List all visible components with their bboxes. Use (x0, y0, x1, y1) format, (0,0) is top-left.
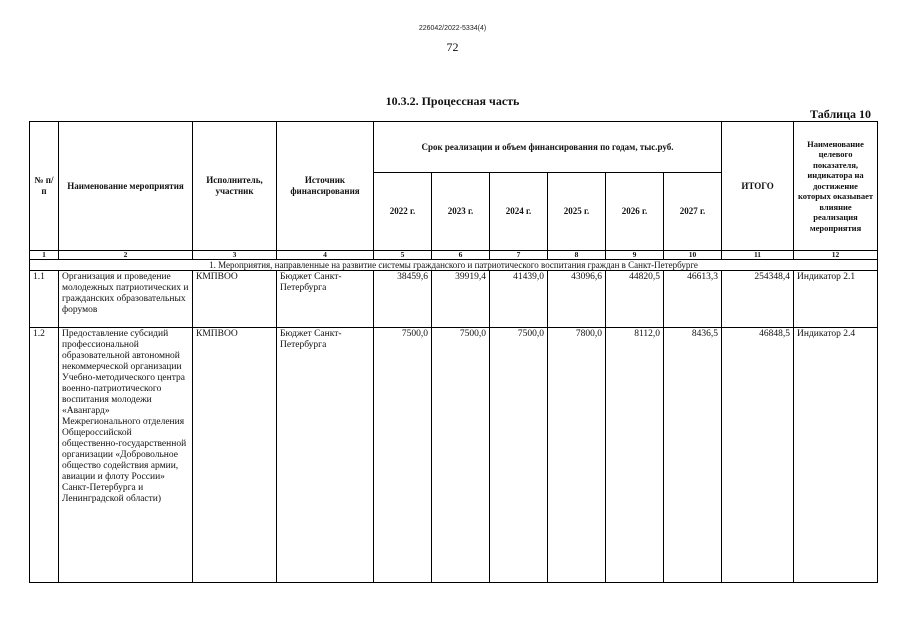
column-number: 2 (59, 251, 193, 260)
row-value: 39919,4 (432, 271, 490, 328)
row-source: Бюджет Санкт-Петербурга (277, 271, 374, 328)
section-title: 10.3.2. Процессная часть (385, 94, 520, 108)
row-total: 46848,5 (722, 328, 794, 583)
header-total: ИТОГО (722, 122, 794, 251)
table-row (30, 271, 878, 328)
section-row-text: 1. Мероприятия, направленные на развитие системы гражданского и патриотического воспитания граждан в Санкт-Петербурге (30, 260, 878, 271)
column-number: 4 (277, 251, 374, 260)
table-row (30, 328, 878, 583)
financing-table (29, 121, 878, 583)
row-value: 44820,5 (606, 271, 664, 328)
row-value: 7500,0 (374, 328, 432, 583)
row-value: 8436,5 (664, 328, 722, 583)
row-executor: КМПВОО (193, 328, 277, 583)
column-number: 12 (794, 251, 878, 260)
row-value: 7800,0 (548, 328, 606, 583)
row-source: Бюджет Санкт-Петербурга (277, 328, 374, 583)
row-value: 41439,0 (490, 271, 548, 328)
header-indicator: Наименование целевого показателя, индикатора на достижение которых оказывает влияние реализация мероприятия (794, 122, 878, 251)
document-id: 226042/2022-5334(4) (418, 25, 487, 32)
column-number: 10 (664, 251, 722, 260)
column-number: 7 (490, 251, 548, 260)
header-name: Наименование мероприятия (59, 122, 193, 251)
header-year: 2025 г. (548, 173, 606, 251)
row-value: 43096,6 (548, 271, 606, 328)
row-value: 38459,6 (374, 271, 432, 328)
header-source: Источник финансирования (277, 122, 374, 251)
header-year: 2024 г. (490, 173, 548, 251)
row-value: 7500,0 (490, 328, 548, 583)
row-number: 1.2 (30, 328, 59, 583)
column-number: 5 (374, 251, 432, 260)
row-indicator: Индикатор 2.4 (794, 328, 878, 583)
column-number: 6 (432, 251, 490, 260)
header-executor: Исполнитель, участник (193, 122, 277, 251)
column-number: 3 (193, 251, 277, 260)
column-number: 11 (722, 251, 794, 260)
row-total: 254348,4 (722, 271, 794, 328)
table-caption: Таблица 10 (810, 107, 871, 121)
row-value: 8112,0 (606, 328, 664, 583)
row-number: 1.1 (30, 271, 59, 328)
column-number: 1 (30, 251, 59, 260)
row-value: 7500,0 (432, 328, 490, 583)
row-name: Организация и проведение молодежных патриотических и гражданских образовательных форумов (59, 271, 193, 328)
section-row (30, 260, 878, 271)
row-name: Предоставление субсидий профессиональной образовательной автономной некоммерческой организации Учебно-методического центра военно-патриотического воспитания молодежи «Авангард» Межрегионального отделения Общероссийской общественно-государственной организации «Добровольное общество содействия армии, авиации и флоту России» Санкт-Петербурга и Ленинградской области) (59, 328, 193, 583)
page-number: 72 (446, 40, 459, 54)
column-number: 8 (548, 251, 606, 260)
row-value: 46613,3 (664, 271, 722, 328)
header-year: 2027 г. (664, 173, 722, 251)
header-year: 2023 г. (432, 173, 490, 251)
column-numbers-row (30, 251, 878, 260)
header-period: Срок реализации и объем финансирования по годам, тыс.руб. (374, 122, 722, 173)
column-number: 9 (606, 251, 664, 260)
header-year: 2022 г. (374, 173, 432, 251)
row-indicator: Индикатор 2.1 (794, 271, 878, 328)
header-year: 2026 г. (606, 173, 664, 251)
header-num: № п/п (30, 122, 59, 251)
row-executor: КМПВОО (193, 271, 277, 328)
